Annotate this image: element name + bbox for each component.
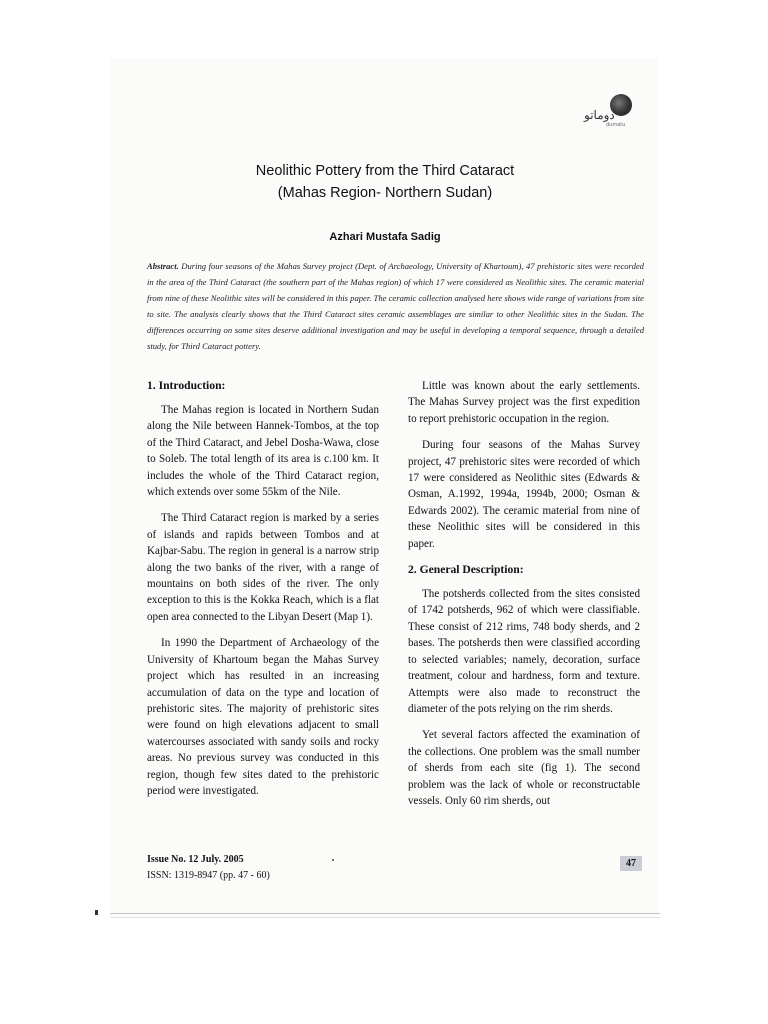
scan-mark [95,910,98,915]
title-line-1: Neolithic Pottery from the Third Cataract [255,163,515,179]
left-column [147,378,379,809]
journal-logo [584,92,636,132]
footer-dot [332,859,334,861]
issue-line: Issue No. 12 July. 2005 [147,854,244,865]
bottom-rule [110,913,660,914]
abstract-text: During four seasons of the Mahas Survey project (Dept. of Archaeology, University of Khartoum), 47 prehistoric sites were recorded in the area of the Third Cataract (the southern part of the Mahas region) of which 17 were considered as Neolithic sites. The ceramic material from nine of these Neolithic sites will be considered in this paper. The ceramic collection analysed here shows wide range of variations from site to site. The analysis clearly shows that the Third Cataract sites ceramic assemblages are similar to other Neolithic sites in the Sudan. The differences occurring on some sites deserve additional investigation and may be useful in developing a temporal sequence, through a detailed study, for Third Cataract pottery. [147,261,644,351]
author-name: Azhari Mustafa Sadig [329,231,441,243]
paragraph: Little was known about the early settlements. The Mahas Survey project was the first expedition to report prehistoric occupation in the region. [408,380,640,425]
logo-caption: dumatu [606,122,626,128]
abstract [147,258,644,354]
issn-line: ISSN: 1319-8947 (pp. 47 - 60) [147,870,270,881]
right-column [408,378,640,819]
paragraph: In 1990 the Department of Archaeology of the University of Khartoum began the Mahas Survey project which has resulted in an increasing accumulation of data on the type and location of prehistoric sites. The majority of prehistoric sites were found on high elevations adjacent to small watercourses associated with sandy soils and rocky areas. No previous survey was conducted in this region, though few sites dated to the prehistoric period were investigated. [147,637,379,797]
paragraph: Yet several factors affected the examination of the collections. One problem was the small number of sherds from each site (fig 1). The second problem was the lack of whole or reconstructable vessels. Only 60 rim sherds, out [408,729,640,807]
section-heading-introduction: 1. Introduction: [147,379,226,392]
page-number: 47 [620,856,642,871]
paragraph: The potsherds collected from the sites consisted of 1742 potsherds, 962 of which were classifiable. These consist of 212 rims, 748 body sherds, and 2 bases. The potsherds then were classified according to selected variables; namely, decoration, surface treatment, colour and hardness, form and texture. Attempts were also made to reconstruct the diameter of the pots relying on the rim sherds. [408,588,640,715]
paragraph: During four seasons of the Mahas Survey project, 47 prehistoric sites were recorded of which 17 were considered as Neolithic sites (Edwards & Osman, A.1992, 1994a, 1994b, 2000; Osman & Edwards 2002). The ceramic material from nine of these Neolithic sites will be considered in this paper. [408,439,640,550]
paragraph: The Third Cataract region is marked by a series of islands and rapids between Tombos and at Kajbar-Sabu. The region in general is a narrow strip along the two banks of the river, with a range of mountains on both sides of the river. The only exception to this is the Kokka Reach, which is a flat open area connected to the Libyan Desert (Map 1). [147,512,379,623]
paragraph: The Mahas region is located in Northern Sudan along the Nile between Hannek-Tombos, at the top of the Third Cataract, and Jebel Dosha-Wawa, close to Soleb. The total length of its area is c.100 km. It includes the whole of the Third Cataract region, which extends over some 55km of the Nile. [147,404,379,499]
paper-title [180,160,590,204]
abstract-label: Abstract. [147,261,179,271]
section-heading-general-description: 2. General Description: [408,563,524,577]
logo-script: دوماتو [584,108,615,122]
bottom-rule-shadow [110,917,660,918]
title-line-2: (Mahas Region- Northern Sudan) [277,185,493,201]
footer-info [147,852,270,884]
